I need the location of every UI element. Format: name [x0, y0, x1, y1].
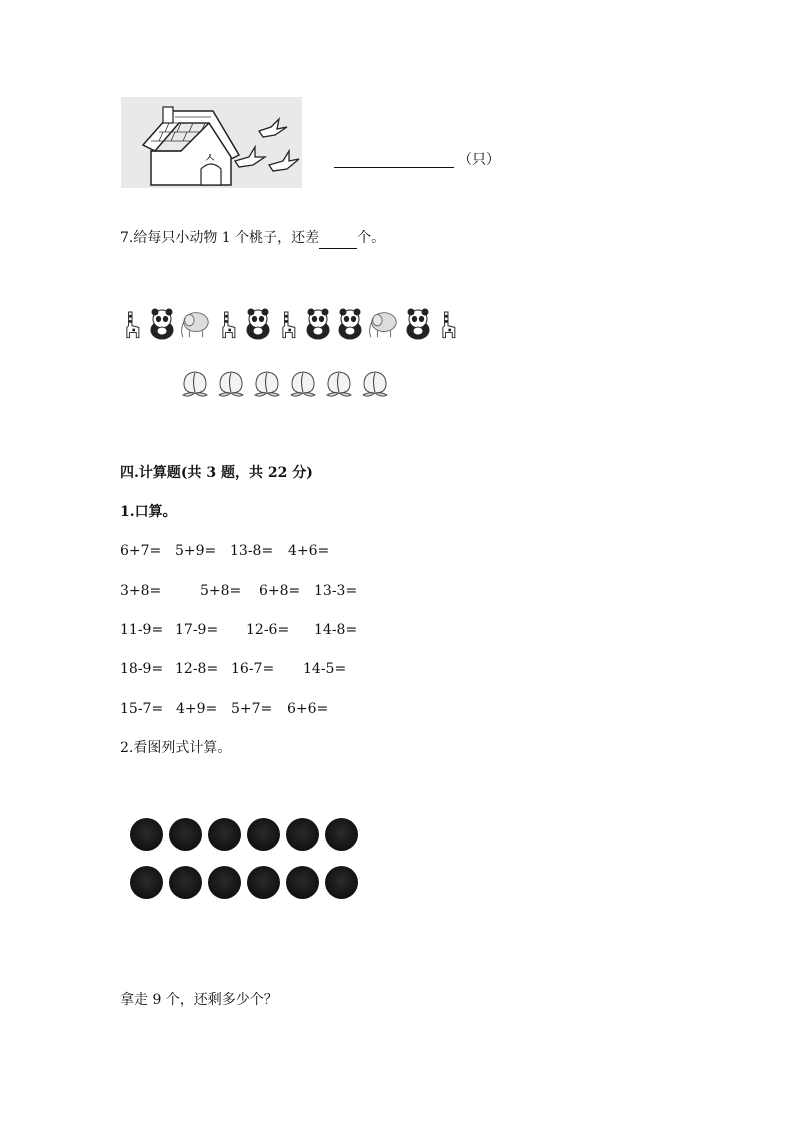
q7-answer-blank[interactable]: [319, 228, 357, 249]
dot: [169, 818, 202, 851]
calc-item: 18-9=: [120, 661, 164, 677]
q7-text-before: 7.给每只小动物 1 个桃子，还差: [120, 230, 320, 246]
peaches-row: [180, 367, 400, 401]
q1-label: 1.口算。: [120, 504, 177, 520]
peach-icon: [180, 367, 210, 399]
calc-item: 4+9=: [176, 701, 218, 717]
dot: [169, 866, 202, 899]
section4-title: 四.计算题(共 3 题，共 22 分): [120, 465, 313, 481]
dot: [130, 818, 163, 851]
calc-item: 5+8=: [200, 583, 242, 599]
calc-item: 4+6=: [288, 543, 330, 559]
calc-item: 11-9=: [120, 622, 164, 638]
q2-label: 2.看图列式计算。: [120, 740, 232, 756]
dot: [286, 866, 319, 899]
calc-item: 3+8=: [120, 583, 162, 599]
dots-figure: [130, 818, 370, 918]
elephant-icon: [368, 306, 400, 342]
house-birds-image: [121, 97, 302, 188]
q7-question: [120, 228, 385, 249]
panda-icon: [336, 306, 364, 342]
giraffe-icon: [216, 306, 240, 342]
q6-answer-blank[interactable]: [334, 167, 454, 168]
calc-item: 15-7=: [120, 701, 164, 717]
peach-icon: [252, 367, 282, 399]
dot: [208, 818, 241, 851]
giraffe-icon: [436, 306, 460, 342]
calc-item: 5+9=: [175, 543, 217, 559]
calc-item: 6+7=: [120, 543, 162, 559]
giraffe-icon: [120, 306, 144, 342]
calc-item: 16-7=: [231, 661, 275, 677]
panda-icon: [304, 306, 332, 342]
panda-icon: [404, 306, 432, 342]
dot: [247, 866, 280, 899]
dot: [208, 866, 241, 899]
dot: [325, 818, 358, 851]
calc-item: 6+6=: [287, 701, 329, 717]
peach-icon: [324, 367, 354, 399]
elephant-icon: [180, 306, 212, 342]
peach-icon: [216, 367, 246, 399]
calc-item: 13-3=: [314, 583, 358, 599]
dot: [130, 866, 163, 899]
calc-item: 13-8=: [230, 543, 274, 559]
panda-icon: [148, 306, 176, 342]
calc-item: 14-5=: [303, 661, 347, 677]
calc-item: 6+8=: [259, 583, 301, 599]
dot: [247, 818, 280, 851]
q7-text-after: 个。: [357, 230, 386, 246]
peach-icon: [288, 367, 318, 399]
animals-row: [120, 304, 460, 344]
giraffe-icon: [276, 306, 300, 342]
peach-icon: [360, 367, 390, 399]
calc-item: 5+7=: [231, 701, 273, 717]
q2-question: 拿走 9 个，还剩多少个？: [120, 992, 278, 1008]
calc-item: 14-8=: [314, 622, 358, 638]
panda-icon: [244, 306, 272, 342]
calc-item: 12-6=: [246, 622, 290, 638]
dot: [325, 866, 358, 899]
svg-text:ㅅ: ㅅ: [203, 151, 217, 167]
q6-unit: （只）: [458, 152, 500, 168]
dot: [286, 818, 319, 851]
calc-item: 12-8=: [175, 661, 219, 677]
birds-icon: [231, 117, 301, 183]
calc-item: 17-9=: [175, 622, 219, 638]
